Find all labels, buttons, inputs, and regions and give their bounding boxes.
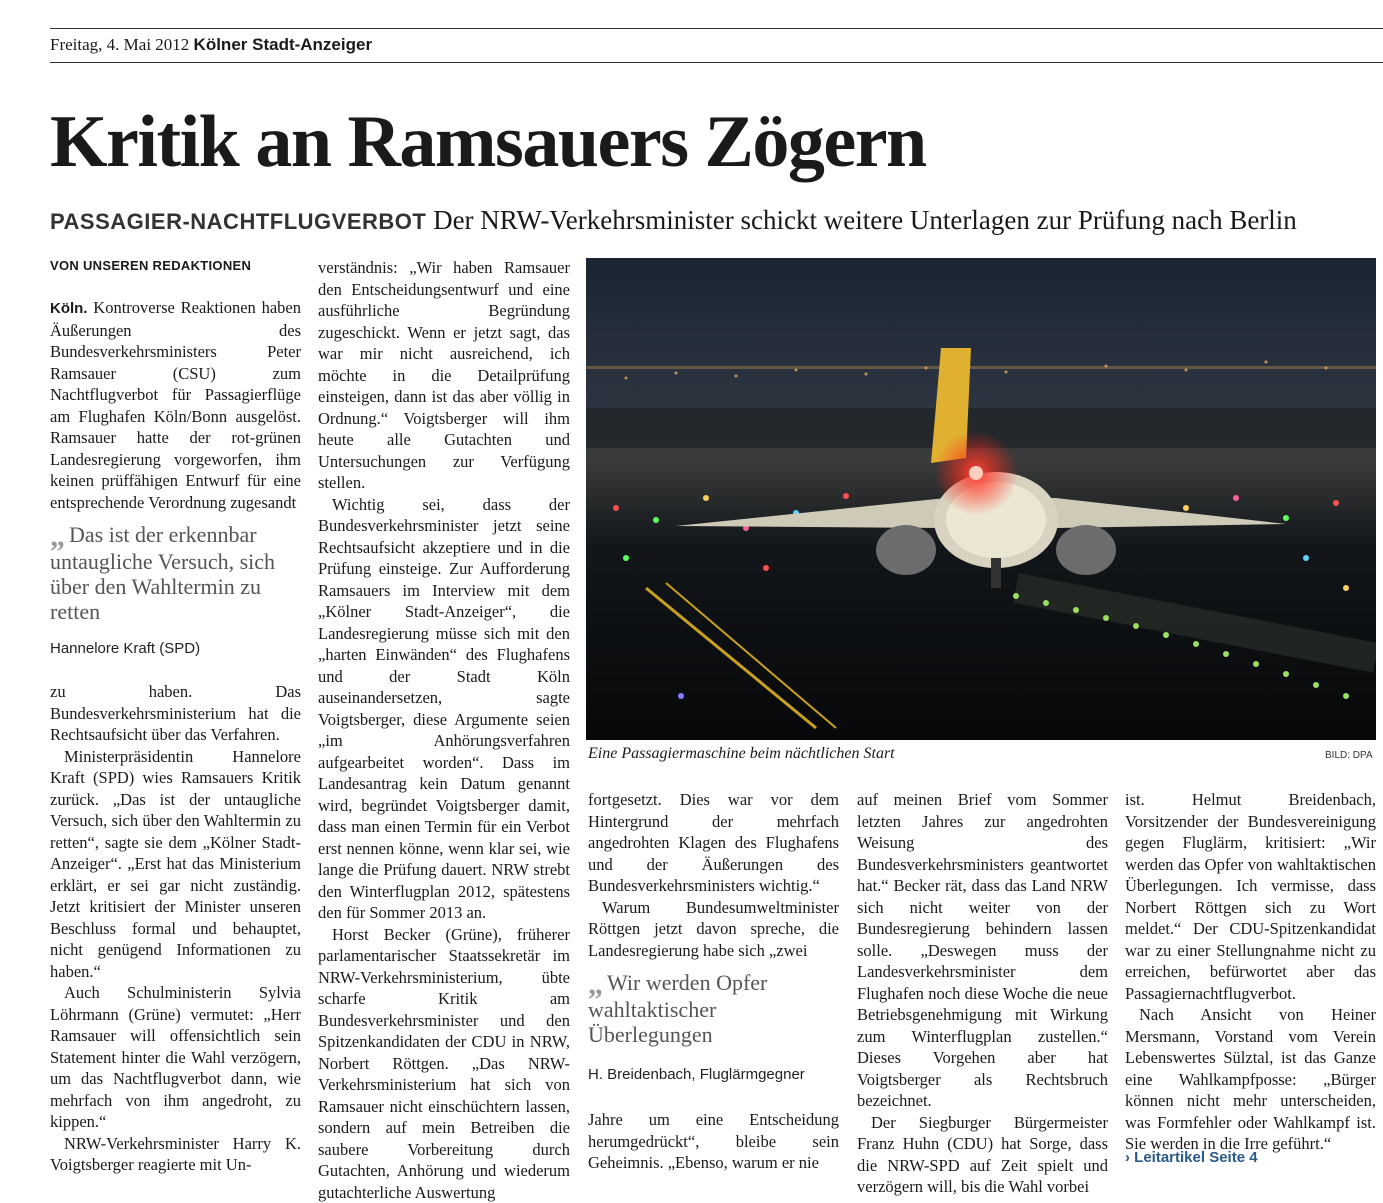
kicker: PASSAGIER-NACHTFLUGVERBOT: [50, 209, 426, 234]
pull-quote-1-author: Hannelore Kraft (SPD): [50, 640, 200, 657]
column-1-bottom: [50, 681, 301, 1176]
lead-text: Kontroverse Reaktionen haben Äußerungen des Bundesverkehrsministers Peter Ramsauer (CSU) zum Nachtflugverbot für Passagierflüge am Flughafen Köln/Bonn ausgelöst. Ramsauer hatte der rot-grünen Landesregierung vorgeworfen, ihm keinen prüffähigen Entwurf für eine entsprechende Verordnung zugesandt: [50, 298, 301, 512]
paragraph: Nach Ansicht von Heiner Mersmann, Vorstand vom Verein Lebenswertes Sülztal, ist das Ganze eine Wahlkampfposse: „Bürger können nicht mehr unterscheiden, was Formfehler oder Wahlkampf ist. Sie werden in die Irre geführt.“: [1125, 1004, 1376, 1155]
column-1-top: [50, 297, 301, 513]
dateline: Köln.: [50, 300, 88, 317]
paragraph: Jahre um eine Entscheidung herumgedrückt“, bleibe sein Geheimnis. „Ebenso, warum er nie: [588, 1109, 839, 1174]
column-3-bottom: [588, 1109, 839, 1174]
paragraph: Auch Schulministerin Sylvia Löhrmann (Grüne) vermutet: „Herr Ramsauer will offensichtlich sein Statement hinter die Wahl verzögern, um das Nachtflugverbot dann, wie mehrfach von ihm angedroht, zu kippen.“: [50, 982, 301, 1133]
paragraph: Wichtig sei, dass der Bundesverkehrsminister jetzt seine Rechtsaufsicht akzeptiere und in die Prüfung einsteige. Zur Aufforderung Ramsauers im Interview mit dem „Kölner Stadt-Anzeiger“, die Landesregierung müsse sich mit den „harten Einwänden“ des Flughafens und der Stadt Köln auseinandersetzen, sagte Voigtsberger, diese Argumente seien „im Anhörungsverfahren aufgearbeitet worden“. Dass im Landesantrag kein Datum genannt wird, begründet Voigtsberger damit, dass man einen Termin für ein Verbot erst nennen könne, wenn klar sei, wie lange die Prüfung dauert. NRW strebt den Winterflugplan 2012, spätestens den für Sommer 2013 an.: [318, 494, 570, 924]
column-4: [857, 789, 1108, 1198]
column-5: [1125, 789, 1376, 1155]
paragraph: zu haben. Das Bundesverkehrsministerium hat die Rechtsaufsicht über das Verfahren.: [50, 681, 301, 746]
photo-credit: BILD: DPA: [1325, 750, 1373, 761]
paragraph: Horst Becker (Grüne), früherer parlamentarischer Staatssekretär im NRW-Verkehrsministerium, übte scharfe Kritik am Bundesverkehrsminister und den Spitzenkandidaten der CDU in NRW, Norbert Röttgen. „Das NRW-Verkehrsministerium hat sich von Ramsauer nicht einschüchtern lassen, sondern auf mein Betreiben die saubere Vorbereitung durch Gutachten, Anhörung und wiederum gutachterliche Auswertung: [318, 924, 570, 1203]
masthead: [50, 35, 372, 55]
issue-date: Freitag, 4. Mai 2012: [50, 35, 189, 54]
paragraph: fortgesetzt. Dies war vor dem Hintergrund der mehrfach angedrohten Klagen des Flughafens und der Äußerungen des Bundesverkehrsministers wichtig.“: [588, 789, 839, 897]
quote-mark-icon: „: [588, 968, 603, 1001]
publication-name: Kölner Stadt-Anzeiger: [194, 35, 373, 54]
paragraph: verständnis: „Wir haben Ramsauer den Entscheidungsentwurf und eine ausführliche Begründung zugeschickt. Wenn er jetzt sagt, das war mir nicht ausreichend, ich möchte in die Detailprüfung einsteigen, dann ist das aber völlig in Ordnung.“ Voigtsberger will ihm heute alle Gutachten und Untersuchungen zur Verfügung stellen.: [318, 257, 570, 494]
headline: Kritik an Ramsauers Zögern: [50, 105, 926, 179]
paragraph: NRW-Verkehrsminister Harry K. Voigtsberger reagierte mit Un-: [50, 1133, 301, 1176]
masthead-rule: [50, 62, 1383, 63]
photo-illustration: [586, 258, 1376, 740]
subheadline-row: [50, 205, 1297, 236]
quote-mark-icon: „: [50, 520, 65, 553]
paragraph: Der Siegburger Bürgermeister Franz Huhn (CDU) hat Sorge, dass die NRW-SPD auf Zeit spielt und verzögern will, bis die Wahl vorbei: [857, 1112, 1108, 1198]
byline: VON UNSEREN REDAKTIONEN: [50, 258, 251, 273]
pull-quote-2-author: H. Breidenbach, Fluglärmgegner: [588, 1066, 805, 1083]
subheadline: Der NRW-Verkehrsminister schickt weitere Unterlagen zur Prüfung nach Berlin: [433, 205, 1297, 235]
paragraph: Ministerpräsidentin Hannelore Kraft (SPD) wies Ramsauers Kritik zurück. „Das ist der untaugliche Versuch, sich über den Wahltermin zu retten“, sagte sie dem „Kölner Stadt-Anzeiger“. „Erst hat das Ministerium erklärt, er sei gar nicht zuständig. Jetzt kritisiert der Minister unseren Beschluss formal und behauptet, nicht genügend Informationen zu haben.“: [50, 746, 301, 983]
paragraph: auf meinen Brief vom Sommer letzten Jahres zur angedrohten Weisung des Bundesverkehrsministers geantwortet hat.“ Becker rät, dass das Land NRW sich nicht weiter von der Bundesregierung behindern lassen solle. „Deswegen muss der Landesverkehrsminister dem Flughafen noch diese Woche die neue Betriebsgenehmigung mit Wirkung zum Winterflugplan zustellen.“ Dieses Vorgehen aber hat Voigtsberger als Rechtsbruch bezeichnet.: [857, 789, 1108, 1112]
column-2: [318, 257, 570, 1203]
paragraph: Warum Bundesumweltminister Röttgen jetzt davon spreche, die Landesregierung habe sich „zwei: [588, 897, 839, 962]
pull-quote-1: [50, 522, 305, 624]
pull-quote-2-text: Wir werden Opfer wahltaktischer Überlegungen: [588, 970, 767, 1047]
reference-link[interactable]: › Leitartikel Seite 4: [1125, 1149, 1258, 1166]
top-rule: [50, 28, 1383, 29]
column-3-top: [588, 789, 839, 961]
paragraph: ist. Helmut Breidenbach, Vorsitzender der Bundesvereinigung gegen Fluglärm, kritisiert: „Wir werden das Opfer von wahltaktischen Überlegungen. Ich vermisse, dass Norbert Röttgen sich zu Wort meldet.“ Der CDU-Spitzenkandidat war zu einer Stellungnahme nicht zu erreichen, befürwortet aber das Passagiernachtflugverbot.: [1125, 789, 1376, 1004]
pull-quote-1-text: Das ist der erkennbar untaugliche Versuch, sich über den Wahltermin zu retten: [50, 522, 275, 624]
photo-caption: Eine Passagiermaschine beim nächtlichen Start: [588, 745, 895, 763]
airplane-night-photo: [586, 258, 1376, 740]
pull-quote-2: [588, 970, 838, 1047]
